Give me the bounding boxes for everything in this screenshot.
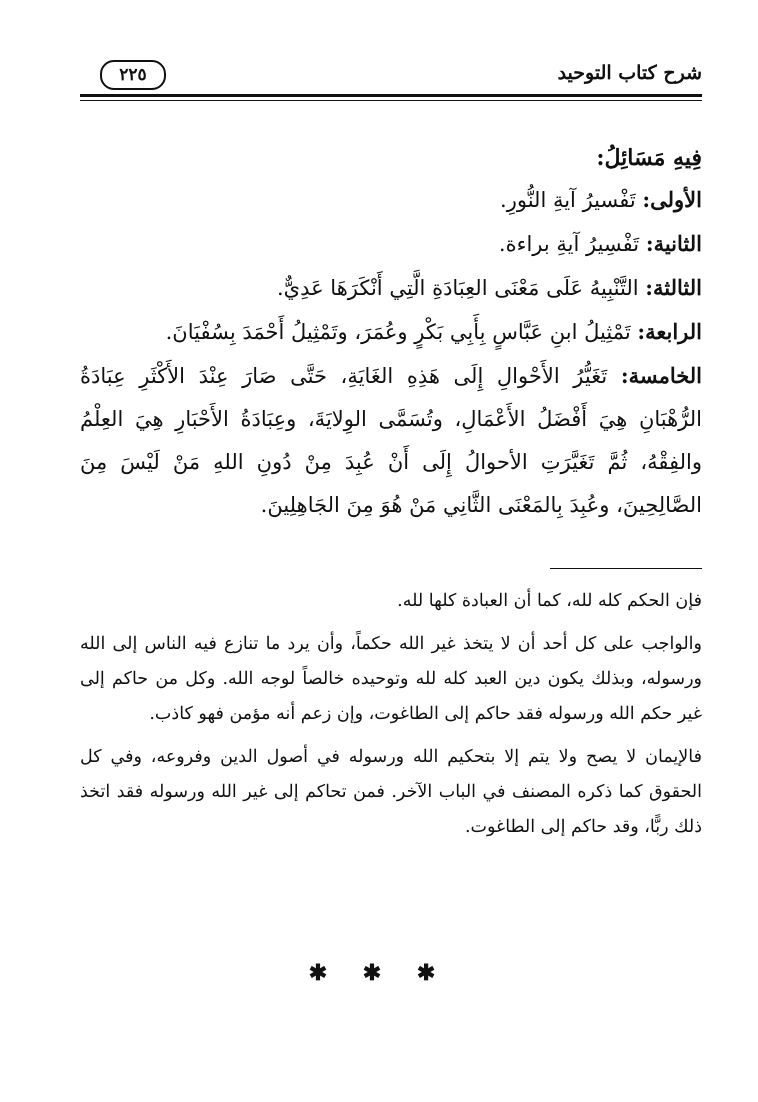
issue-2 bbox=[80, 222, 702, 266]
issue-text: تَغَيُّرُ الأَحْوالِ إِلَى هَذِهِ الغَايَةِ، حَتَّى صَارَ عِنْدَ الأَكْثَرِ عِبَادَةُ الرُّهْبَانِ هِيَ أَفْضَلُ الأَعْمَالِ، وتُسَمَّى الوِلايَةَ، وعِبَادَةُ الأَحْبَارِ هِيَ العِلْمُ والفِقْهُ، ثُمَّ تَغَيَّرَتِ الأحوالُ إِلَى أَنْ عُبِدَ مِنْ دُونِ اللهِ مَنْ لَيْسَ مِنَ الصَّالِحِينَ، وعُبِدَ بِالمَعْنَى الثَّانِي مَنْ هُوَ مِنَ الجَاهِلِينَ. bbox=[80, 364, 702, 517]
main-text bbox=[80, 138, 702, 527]
issue-text: تَفْسيرُ آيةِ النُّورِ. bbox=[500, 188, 636, 212]
footnotes bbox=[80, 584, 702, 853]
issue-label: الثالثة: bbox=[645, 275, 702, 300]
running-book-title: شرح كتاب التوحيد bbox=[557, 62, 702, 84]
issue-label: الرابعة: bbox=[637, 319, 702, 344]
section-end-ornament: ✱ ✱ ✱ bbox=[308, 960, 450, 986]
issue-label: الثانية: bbox=[645, 231, 702, 256]
header-rule-thin bbox=[80, 100, 702, 101]
issue-text: تَفْسِيرُ آيةِ براءة. bbox=[498, 232, 640, 256]
footnote-separator bbox=[550, 568, 702, 569]
issue-5 bbox=[80, 354, 702, 527]
footnote-paragraph: فإن الحكم كله لله، كما أن العبادة كلها لله. bbox=[397, 591, 702, 611]
issue-1 bbox=[80, 178, 702, 222]
footnote-paragraph: فالإيمان لا يصح ولا يتم إلا بتحكيم الله ورسوله في أصول الدين وفروعه، وفي كل الحقوق كما ذكره المصنف في الباب الآخر. فمن تحاكم إلى غير الله ورسوله فقد اتخذ ذلك ربًّا، وقد حاكم إلى الطاغوت. bbox=[80, 747, 702, 837]
issue-label: الخامسة: bbox=[620, 363, 703, 388]
issue-label: الأولى: bbox=[642, 187, 702, 212]
page-number-badge: ٢٢٥ bbox=[100, 60, 166, 90]
issues-heading: فِيهِ مَسَائِلُ: bbox=[596, 145, 702, 171]
issue-text: التَّنْبِيهُ عَلَى مَعْنَى العِبَادَةِ الَّتِي أَنْكَرَهَا عَدِيٌّ. bbox=[276, 276, 639, 300]
footnote-paragraph: والواجب على كل أحد أن لا يتخذ غير الله حكماً، وأن يرد ما تنازع فيه الناس إلى الله ورسوله، وبذلك يكون دين العبد كله لله وتوحيده خالصاً لوجه الله. وكل من حاكم إلى غير حكم الله ورسوله فقد حاكم إلى الطاغوت، وإن زعم أنه مؤمن فهو كاذب. bbox=[80, 634, 702, 724]
page-header bbox=[80, 58, 702, 102]
issue-3 bbox=[80, 266, 702, 310]
issue-4 bbox=[80, 310, 702, 354]
header-rule-thick bbox=[80, 94, 702, 97]
issue-text: تَمْثِيلُ ابنِ عَبَّاسٍ بِأَبِي بَكْرٍ وعُمَرَ، وتَمْثِيلُ أَحْمَدَ بِسُفْيَانَ. bbox=[165, 320, 631, 344]
